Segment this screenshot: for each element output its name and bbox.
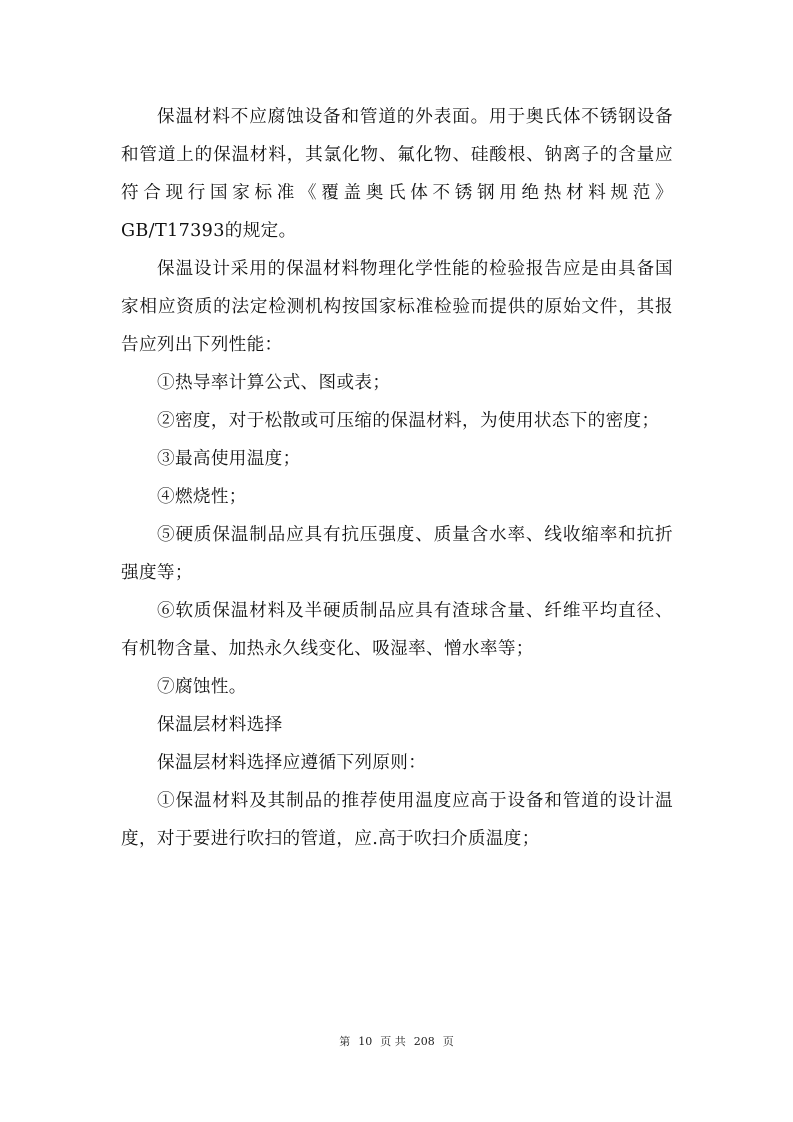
list-item-rigid-products: ⑤硬质保温制品应具有抗压强度、质量含水率、线收缩率和抗折强度等； [121,525,673,583]
list-item-density: ②密度，对于松散或可压缩的保温材料，为使用状态下的密度； [157,411,660,431]
footer-middle: 页 共 [380,1035,406,1048]
paragraph-test-report: 保温设计采用的保温材料物理化学性能的检验报告应是由具备国家相应资质的法定检测机构按国家标准检验而提供的原始文件，其报告应列出下列性能： [121,259,673,355]
list-item-corrosiveness: ⑦腐蚀性。 [157,677,247,697]
section-heading-material-selection: 保温层材料选择 [157,715,283,735]
list-item-thermal-conductivity: ①热导率计算公式、图或表； [157,373,391,393]
footer-suffix: 页 [442,1035,454,1048]
body-text [121,98,673,858]
list-item-recommended-temperature: ①保温材料及其制品的推荐使用温度应高于设备和管道的设计温度，对于要进行吹扫的管道，应.高于吹扫介质温度； [121,791,673,849]
list-item-combustibility: ④燃烧性； [157,487,247,507]
footer-prefix: 第 [339,1035,351,1048]
paragraph-selection-principles: 保温层材料选择应遵循下列原则： [157,753,427,773]
page-number: 10 [358,1035,373,1048]
page-footer [0,1035,793,1049]
total-pages: 208 [413,1035,435,1048]
list-item-soft-materials: ⑥软质保温材料及半硬质制品应具有渣球含量、纤维平均直径、有机物含量、加热永久线变化、吸湿率、憎水率等； [121,601,673,659]
list-item-max-temperature: ③最高使用温度； [157,449,301,469]
paragraph-material-corrosion: 保温材料不应腐蚀设备和管道的外表面。用于奥氏体不锈钢设备和管道上的保温材料，其氯化物、氟化物、硅酸根、钠离子的含量应符合现行国家标准《覆盖奥氏体不锈钢用绝热材料规范》GB/T17393的规定。 [121,107,673,241]
